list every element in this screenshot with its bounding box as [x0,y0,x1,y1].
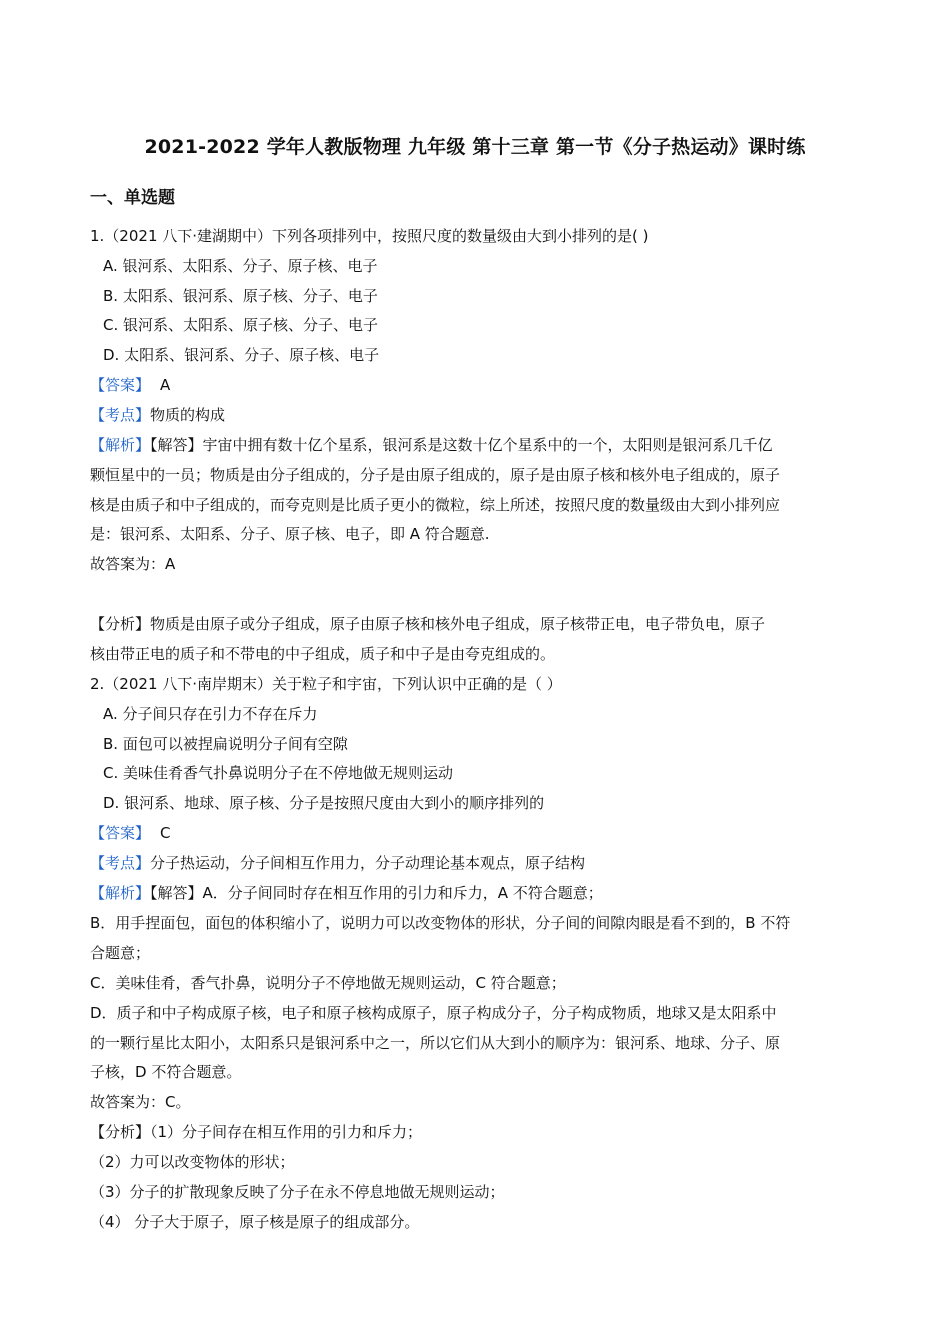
q1-explain-line: 核是由质子和中子组成的，而夸克则是比质子更小的微粒，综上所述，按照尺度的数量级由大到小排列应 [90,496,781,514]
q2-explain-row [90,883,603,903]
q1-explain-line: 是：银河系、太阳系、分子、原子核、电子，即 A 符合题意. [90,525,490,543]
q1-option-d: D. 太阳系、银河系、分子、原子核、电子 [103,346,380,364]
q1-option-a: A. 银河系、太阳系、分子、原子核、电子 [103,257,378,275]
q2-option-d: D. 银河系、地球、原子核、分子是按照尺度由大到小的顺序排列的 [103,794,545,812]
q2-analysis-line: （4） 分子大于原子，原子核是原子的组成部分。 [90,1213,420,1231]
q2-analysis-line: 【分析】（1）分子间存在相互作用的引力和斥力； [90,1123,423,1141]
q1-analysis-line: 核由带正电的质子和不带电的中子组成，质子和中子是由夸克组成的。 [90,645,556,663]
q2-explain-line: 的一颗行星比太阳小，太阳系只是银河系中之一，所以它们从大到小的顺序为：银河系、地球、分子、原 [90,1034,781,1052]
q2-explain-line: C．美味佳肴，香气扑鼻，说明分子不停地做无规则运动，C 符合题意； [90,974,566,992]
point-tag: 【考点】 [90,854,151,872]
q2-option-b: B. 面包可以被捏扁说明分子间有空隙 [103,735,348,753]
q1-answer: A [160,376,171,394]
q1-stem: 1.（2021 八下·建湖期中）下列各项排列中，按照尺度的数量级由大到小排列的是( ) [90,227,649,245]
explain-tag: 【解析】 [90,436,151,454]
q2-answer: C [160,824,171,842]
q2-option-a: A. 分子间只存在引力不存在斥力 [103,705,318,723]
page-title: 2021-2022 学年人教版物理 九年级 第十三章 第一节《分子热运动》课时练 [144,136,806,158]
q1-explain-line: 【解答】宇宙中拥有数十亿个星系，银河系是这数十亿个星系中的一个，太阳则是银河系几千亿 [150,436,773,454]
answer-tag: 【答案】 [90,376,151,394]
q2-point-row [90,853,585,873]
q1-conclusion: 故答案为：A [90,555,176,573]
q2-conclusion: 故答案为：C。 [90,1093,191,1111]
q2-explain-line: B．用手捏面包，面包的体积缩小了，说明力可以改变物体的形状，分子间的间隙肉眼是看不到的，B 不符 [90,914,791,932]
explain-tag: 【解析】 [90,884,151,902]
q2-explain-line: 合题意； [90,944,151,962]
q2-analysis-line: （2）力可以改变物体的形状； [90,1153,295,1171]
q2-answer-row [90,823,171,843]
answer-tag: 【答案】 [90,824,151,842]
q1-point: 物质的构成 [150,406,226,424]
q2-option-c: C. 美味佳肴香气扑鼻说明分子在不停地做无规则运动 [103,764,454,782]
q2-explain-line: 子核，D 不符合题意。 [90,1063,242,1081]
q1-analysis-line: 【分析】物质是由原子或分子组成，原子由原子核和核外电子组成，原子核带正电，电子带负电，原子 [90,615,766,633]
q1-point-row [90,405,225,425]
q2-point: 分子热运动，分子间相互作用力，分子动理论基本观点，原子结构 [150,854,586,872]
q2-explain-line: D．质子和中子构成原子核，电子和原子核构成原子，原子构成分子，分子构成物质，地球又是太阳系中 [90,1004,777,1022]
q1-explain-row [90,435,773,455]
q1-option-b: B. 太阳系、银河系、原子核、分子、电子 [103,287,378,305]
q1-explain-line: 颗恒星中的一员；物质是由分子组成的，分子是由原子组成的，原子是由原子核和核外电子组成的，原子 [90,466,781,484]
q1-answer-row [90,375,170,395]
q1-option-c: C. 银河系、太阳系、原子核、分子、电子 [103,316,379,334]
q2-analysis-line: （3）分子的扩散现象反映了分子在永不停息地做无规则运动； [90,1183,505,1201]
point-tag: 【考点】 [90,406,151,424]
q2-stem: 2.（2021 八下·南岸期末）关于粒子和宇宙，下列认识中正确的是（ ） [90,675,562,693]
q2-explain-line: 【解答】A．分子间同时存在相互作用的引力和斥力，A 不符合题意； [150,884,603,902]
section-heading: 一、单选题 [90,188,175,208]
